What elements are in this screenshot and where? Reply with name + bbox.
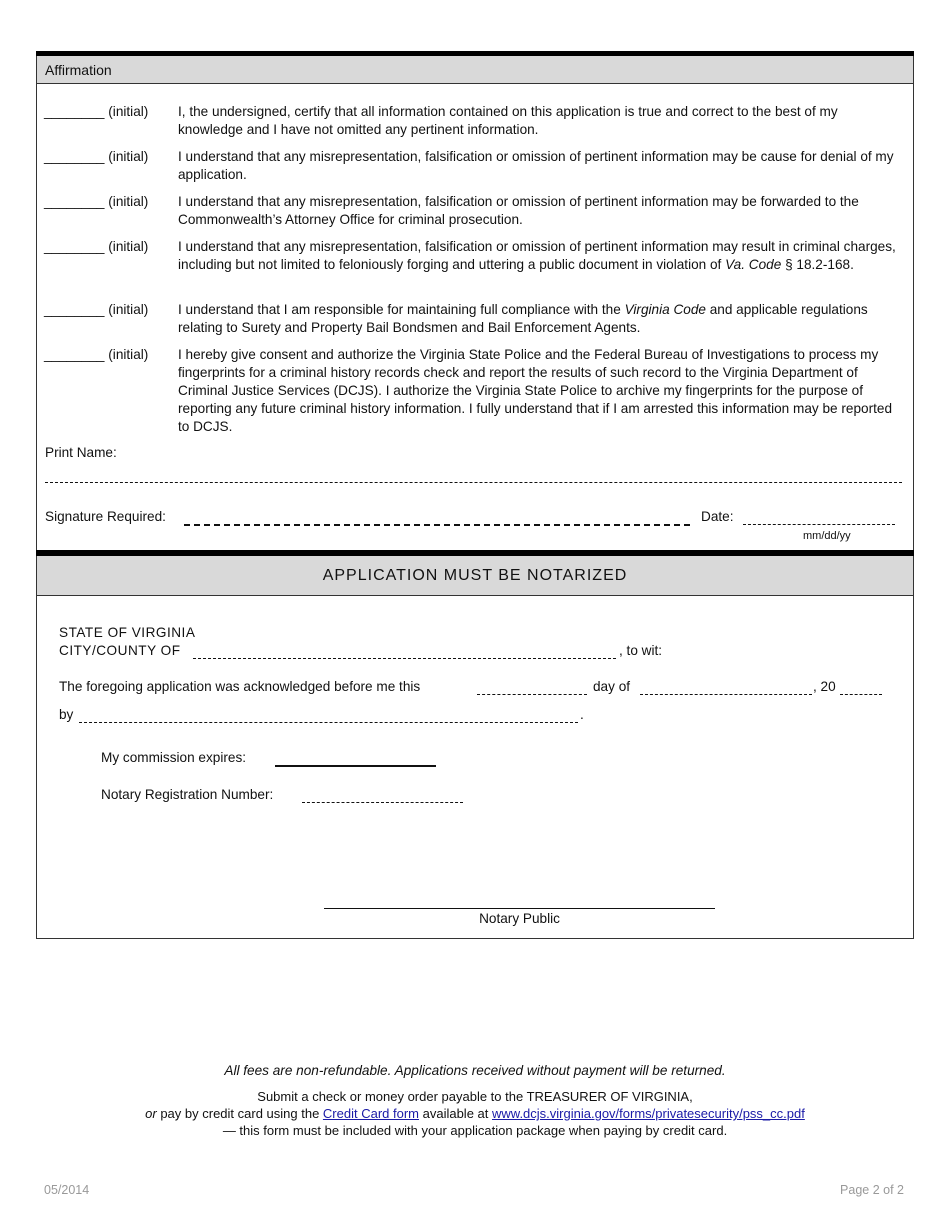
- registration-field[interactable]: [302, 790, 463, 803]
- acknowledged-text: The foregoing application was acknowledged before me this: [59, 679, 421, 694]
- fees-note: All fees are non-refundable. Applications received without payment will be returned.: [224, 1063, 726, 1078]
- affirmation-item: ________ (initial) I understand that I am responsible for maintaining full compliance with the Virginia Code and applicable regulations relating to Surety and Property Bail Bondsmen and Bail Enforcement Agents.: [44, 302, 868, 335]
- page-number: Page 2 of 2: [840, 1183, 904, 1197]
- affirmation-item: ________ (initial) I hereby give consent and authorize the Virginia State Police and the Federal Bureau of Investigations to process my fingerprints for a criminal history records check and report the results of such record to the Virginia Department of Criminal Justice Services (DCJS). I authorize the Virginia State Police to archive my fingerprints for the purpose of reporting any future criminal history information. I fully understand that if I am arrested this information may be reported to DCJS.: [44, 347, 893, 434]
- date-format-hint: mm/dd/yy: [803, 530, 851, 542]
- credit-card-form-link[interactable]: Credit Card form: [322, 1106, 419, 1121]
- to-wit-text: , to wit:: [619, 643, 663, 658]
- initial-field[interactable]: ________ (initial): [44, 149, 149, 164]
- notary-public-label: Notary Public: [479, 911, 560, 926]
- initial-field[interactable]: ________ (initial): [44, 239, 149, 254]
- notary-header: APPLICATION MUST BE NOTARIZED: [36, 556, 914, 596]
- month-field[interactable]: [640, 682, 812, 695]
- submit-line: Submit a check or money order payable to the TREASURER OF VIRGINIA,: [257, 1089, 693, 1104]
- notary-signature-line[interactable]: [324, 896, 715, 909]
- year-prefix-text: , 20: [813, 679, 836, 694]
- year-field[interactable]: [840, 682, 882, 695]
- dcjs-url-link[interactable]: www.dcjs.virginia.gov/forms/privatesecurity/pss_cc.pdf: [492, 1106, 805, 1121]
- date-field[interactable]: [743, 512, 895, 525]
- commission-label: My commission expires:: [101, 750, 247, 765]
- affirmation-item: ________ (initial) I understand that any misrepresentation, falsification or omission of pertinent information may be forwarded to the Commonwealth’s Attorney Office for criminal prosecution.: [44, 194, 859, 227]
- signature-label: Signature Required:: [45, 509, 166, 524]
- affirmation-item: ________ (initial) I understand that any misrepresentation, falsification or omission of pertinent information may result in criminal charges, including but not limited to feloniously forging and uttering a public document in violation of Va. Code § 18.2-168.: [44, 239, 896, 272]
- print-name-label: Print Name:: [45, 445, 117, 460]
- initial-field[interactable]: ________ (initial): [44, 347, 149, 362]
- registration-label: Notary Registration Number:: [101, 787, 274, 802]
- initial-field[interactable]: ________ (initial): [44, 302, 149, 317]
- day-field[interactable]: [477, 682, 587, 695]
- by-text: by: [59, 707, 74, 722]
- credit-card-line: or pay by credit card using the Credit Card form available at www.dcjs.virginia.gov/forms/privatesecurity/pss_cc.pdf: [145, 1106, 805, 1121]
- date-label: Date:: [701, 509, 734, 524]
- affirmation-item: ________ (initial) I, the undersigned, certify that all information contained on this application is true and correct to the best of my knowledge and I have not omitted any pertinent information.: [44, 104, 838, 137]
- revision-date: 05/2014: [44, 1183, 90, 1197]
- city-county-field[interactable]: [193, 646, 616, 659]
- city-county-label: CITY/COUNTY OF: [59, 643, 181, 658]
- affirmation-item: ________ (initial) I understand that any misrepresentation, falsification or omission of pertinent information may be cause for denial of my application.: [44, 149, 894, 182]
- day-of-text: day of: [593, 679, 631, 694]
- initial-field[interactable]: ________ (initial): [44, 104, 149, 119]
- period-text: .: [580, 707, 584, 722]
- print-name-field[interactable]: [45, 470, 902, 483]
- commission-field[interactable]: [275, 753, 436, 767]
- state-label: STATE OF VIRGINIA: [59, 625, 196, 640]
- affirmation-header: Affirmation: [36, 56, 914, 84]
- signature-field[interactable]: [184, 512, 690, 526]
- initial-field[interactable]: ________ (initial): [44, 194, 149, 209]
- by-field[interactable]: [79, 710, 578, 723]
- must-include-note: — this form must be included with your application package when paying by credit card.: [222, 1123, 728, 1138]
